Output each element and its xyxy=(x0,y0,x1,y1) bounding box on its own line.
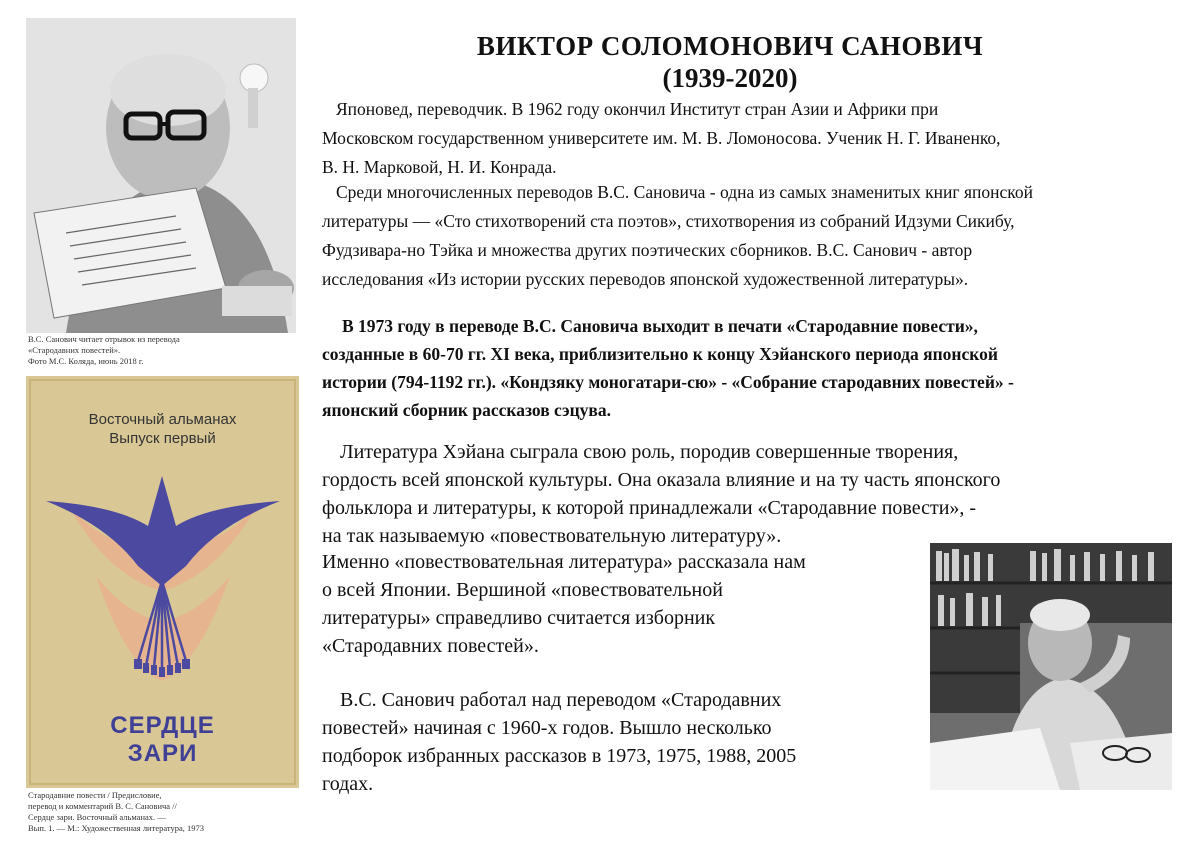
book-title-line2: ЗАРИ xyxy=(127,740,198,767)
photo-sanovich-at-desk xyxy=(930,543,1172,790)
caption-line: перевод и комментарий В. С. Сановича // xyxy=(28,801,177,811)
text-line: литературы» справедливо считается изборник xyxy=(322,607,716,629)
photo-sanovich-reading xyxy=(26,18,296,333)
text-line xyxy=(322,686,922,714)
caption-line: «Стародавних повестей». xyxy=(28,345,121,355)
bio-paragraph-4-continued xyxy=(322,548,922,660)
book-title xyxy=(26,712,299,768)
book-series-line1: Восточный альманах xyxy=(88,411,237,428)
text-line: на так называемую «повествовательную литературу». xyxy=(322,525,782,547)
text-line-content: Литература Хэйана сыграла свою роль, породив совершенные творения, xyxy=(340,441,959,463)
text-line: «Стародавних повестей». xyxy=(322,635,539,657)
bio-paragraph-5 xyxy=(322,686,922,798)
page-title: ВИКТОР СОЛОМОНОВИЧ САНОВИЧ xyxy=(476,31,984,61)
text-line-content: В.С. Санович работал над переводом «Стародавних xyxy=(340,689,782,711)
text-line: Именно «повествовательная литература» рассказала нам xyxy=(322,551,806,573)
caption-line: Сердце зари. Восточный альманах. — xyxy=(28,812,166,822)
text-line: истории (794-1192 гг.). «Кондзяку моногатари-сю» - «Собрание стародавних повестей» - xyxy=(322,372,1014,392)
bio-paragraph-3 xyxy=(322,312,1152,424)
text-line: подборок избранных рассказов в 1973, 1975, 1988, 2005 xyxy=(322,745,797,767)
text-line: годах. xyxy=(322,773,374,795)
caption-line: В.С. Санович читает отрывок из перевода xyxy=(28,334,180,344)
desk-scene-illustration xyxy=(930,543,1172,790)
book-caption xyxy=(28,790,298,834)
photo1-caption xyxy=(28,334,298,367)
text-line: Московском государственном университете им. М. В. Ломоносова. Ученик Н. Г. Иваненко, xyxy=(322,128,1001,148)
text-line: литературы — «Сто стихотворений ста поэтов», стихотворения из собраний Идзуми Сикибу, xyxy=(322,211,1015,231)
text-line-content: Среди многочисленных переводов В.С. Сановича - одна из самых знаменитых книг японской xyxy=(336,182,1033,202)
text-line-content: Японовед, переводчик. В 1962 году окончил Институт стран Азии и Африки при xyxy=(336,99,939,119)
text-line xyxy=(322,178,1152,207)
text-line: Фудзивара-но Тэйка и множества других поэтических сборников. В.С. Санович - автор xyxy=(322,240,973,260)
bio-paragraph-2 xyxy=(322,178,1152,294)
text-line: исследования «Из истории русских переводов японской художественной литературы». xyxy=(322,269,969,289)
text-line-content: В 1973 году в переводе В.С. Сановича выходит в печати «Стародавние повести», xyxy=(342,316,978,336)
book-cover xyxy=(26,376,299,788)
text-line: повестей» начиная с 1960-х годов. Вышло несколько xyxy=(322,717,772,739)
caption-line: Вып. 1. — М.: Художественная литература, 1973 xyxy=(28,823,205,833)
text-line: созданные в 60-70 гг. XI века, приблизительно к концу Хэйанского периода японской xyxy=(322,344,998,364)
text-line xyxy=(322,312,1152,340)
text-line xyxy=(322,438,1162,466)
text-line: В. Н. Марковой, Н. И. Конрада. xyxy=(322,157,557,177)
text-line: японский сборник рассказов сэцува. xyxy=(322,400,611,420)
text-line xyxy=(322,95,1152,124)
life-years: (1939-2020) xyxy=(662,63,798,93)
caption-line: Стародавние повести / Предисловие, xyxy=(28,790,162,800)
text-line: фольклора и литературы, к которой принадлежали «Стародавние повести», - xyxy=(322,497,977,519)
bio-paragraph-4 xyxy=(322,438,1162,550)
reading-man-illustration xyxy=(26,18,296,333)
book-title-line1: СЕРДЦЕ xyxy=(110,712,215,739)
book-series-line2: Выпуск первый xyxy=(109,430,216,447)
text-line: о всей Японии. Вершиной «повествовательной xyxy=(322,579,723,601)
text-line: гордость всей японской культуры. Она оказала влияние и на ту часть японского xyxy=(322,469,1001,491)
bio-paragraph-1 xyxy=(322,95,1152,182)
caption-line: Фото М.С. Коляда, июнь 2018 г. xyxy=(28,356,144,366)
book-series xyxy=(26,410,299,448)
